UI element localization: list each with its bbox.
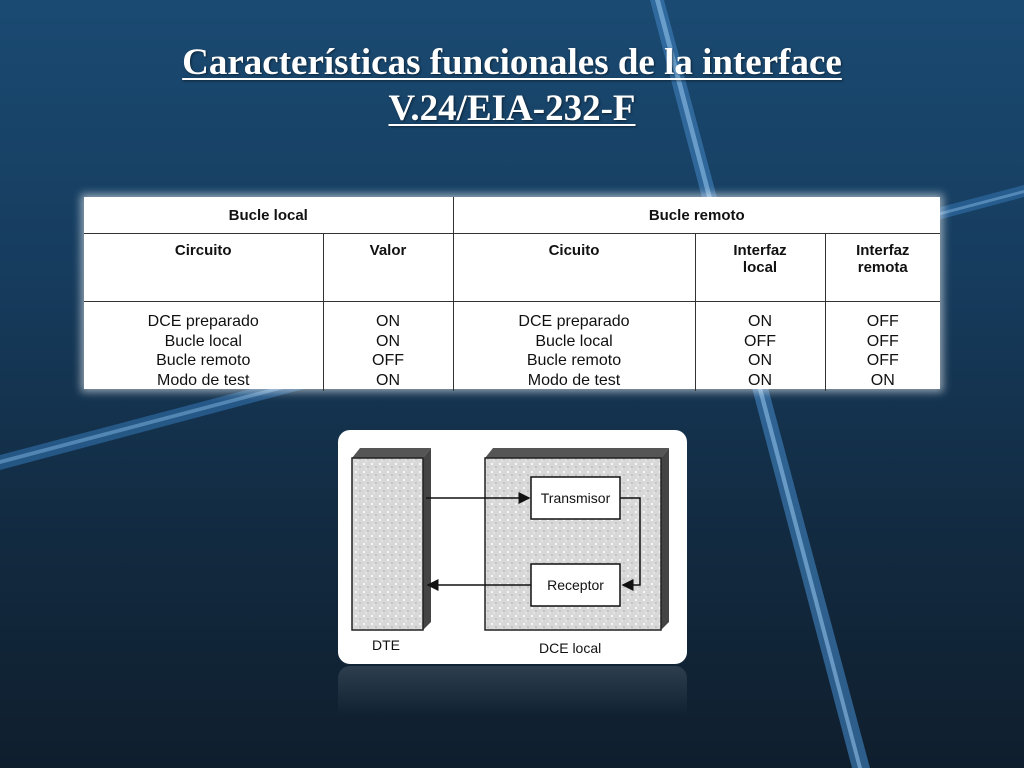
col-header-circuit-local: Circuito: [84, 234, 323, 302]
group-header-remote-loop: Bucle remoto: [453, 197, 940, 234]
cell-remote-iface-remote: OFF OFF OFF ON: [825, 302, 940, 392]
slide-title-line2: V.24/EIA-232-F: [388, 88, 636, 129]
dte-label: DTE: [372, 637, 400, 653]
dte-block: [352, 448, 431, 630]
col-header-iface-remote: Interfaz remota: [825, 234, 940, 302]
cell-remote-circuits: DCE preparado Bucle local Bucle remoto Modo de test: [453, 302, 695, 392]
diagram-drawing: [338, 430, 687, 664]
cell-remote-iface-local: ON OFF ON ON: [695, 302, 825, 392]
transmitter-label: Transmisor: [540, 490, 611, 506]
cell-local-circuits: DCE preparado Bucle local Bucle remoto Modo de test: [84, 302, 323, 392]
slide-title-line1: Características funcionales de la interface: [182, 42, 842, 83]
col-header-circuit-remote: Cicuito: [453, 234, 695, 302]
receiver-label: Receptor: [547, 577, 604, 593]
diagram-reflection: [338, 666, 687, 716]
local-loop-diagram: [338, 430, 687, 664]
col-header-value: Valor: [323, 234, 453, 302]
cell-local-values: ON ON OFF ON: [323, 302, 453, 392]
slide-title: [0, 40, 1024, 132]
loop-table: [84, 197, 940, 389]
col-header-iface-local: Interfaz local: [695, 234, 825, 302]
group-header-local-loop: Bucle local: [84, 197, 453, 234]
dce-local-label: DCE local: [539, 640, 602, 656]
